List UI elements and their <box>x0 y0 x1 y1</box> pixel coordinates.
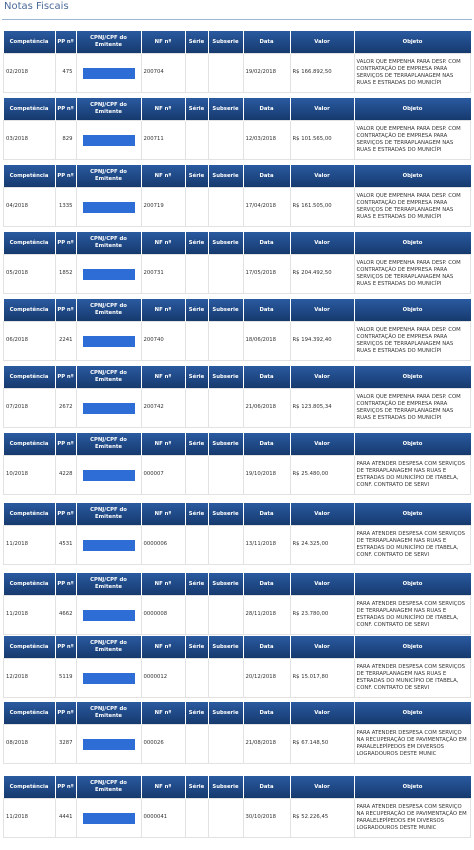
data-header: Data <box>243 366 290 389</box>
objeto-cell: VALOR QUE EMPENHA PARA DESP. COM CONTRATAÇÃO DE EMPRESA PARA SERVIÇOS DE TERRAPLANAGEM NAS RUAS E ESTRADAS DO MUNICÍPI <box>354 188 471 227</box>
data-header: Data <box>243 636 290 659</box>
data-cell: 17/05/2018 <box>243 255 290 294</box>
nota-fiscal-table <box>3 503 471 565</box>
cpf-header: CPNJ/CPF do Emitente <box>76 299 141 322</box>
cpf-cell <box>76 456 141 495</box>
serie-header: Série <box>185 702 208 725</box>
serie-cell <box>185 188 208 227</box>
valor-header: Valor <box>290 573 354 596</box>
redacted-cpf-block <box>83 739 135 750</box>
serie-header: Série <box>185 573 208 596</box>
cpf-header: CPNJ/CPF do Emitente <box>76 232 141 255</box>
pp-cell: 4531 <box>55 526 76 565</box>
competencia-cell: 11/2018 <box>4 799 56 838</box>
table-header-row <box>4 98 471 121</box>
nota-fiscal-table <box>3 433 471 495</box>
competencia-cell: 11/2018 <box>4 596 56 635</box>
table-row <box>4 389 471 428</box>
redacted-cpf-block <box>83 470 135 481</box>
nota-fiscal-table <box>3 702 471 764</box>
competencia-header: Competência <box>4 31 56 54</box>
valor-cell: R$ 123.805,34 <box>290 389 354 428</box>
pp-header: PP nº <box>55 573 76 596</box>
competencia-header: Competência <box>4 636 56 659</box>
nf-cell: 200711 <box>141 121 185 160</box>
redacted-cpf-block <box>83 68 135 79</box>
data-header: Data <box>243 98 290 121</box>
competencia-header: Competência <box>4 232 56 255</box>
subserie-header: Subserie <box>208 433 243 456</box>
valor-cell: R$ 67.148,50 <box>290 725 354 764</box>
nf-cell: 0000012 <box>141 659 185 698</box>
competencia-cell: 07/2018 <box>4 389 56 428</box>
valor-header: Valor <box>290 636 354 659</box>
valor-header: Valor <box>290 702 354 725</box>
nf-cell: 200731 <box>141 255 185 294</box>
objeto-cell: PARA ATENDER DESPESA COM SERVIÇO NA RECUPERAÇÃO DE PAVIMENTAÇÃO EM PARALELEPÍPEDOS EM DIVERSOS LOGRADOUROS DESTE MUNIC <box>354 799 471 838</box>
serie-header: Série <box>185 232 208 255</box>
objeto-cell: PARA ATENDER DESPESA COM SERVIÇO NA RECUPERAÇÃO DE PAVIMENTAÇÃO EM PARALELEPÍPEDOS EM DIVERSOS LOGRADOUROS DESTE MUNIC <box>354 725 471 764</box>
cpf-header: CPNJ/CPF do Emitente <box>76 702 141 725</box>
table-row <box>4 725 471 764</box>
subserie-header: Subserie <box>208 299 243 322</box>
subserie-header: Subserie <box>208 98 243 121</box>
cpf-cell <box>76 322 141 361</box>
subserie-header: Subserie <box>208 573 243 596</box>
subserie-cell <box>208 54 243 93</box>
cpf-header: CPNJ/CPF do Emitente <box>76 98 141 121</box>
redacted-cpf-block <box>83 403 135 414</box>
serie-cell <box>185 54 208 93</box>
cpf-header: CPNJ/CPF do Emitente <box>76 433 141 456</box>
valor-header: Valor <box>290 165 354 188</box>
subserie-header: Subserie <box>208 232 243 255</box>
cpf-cell <box>76 54 141 93</box>
valor-header: Valor <box>290 433 354 456</box>
valor-header: Valor <box>290 299 354 322</box>
competencia-header: Competência <box>4 366 56 389</box>
competencia-header: Competência <box>4 433 56 456</box>
pp-cell: 3287 <box>55 725 76 764</box>
redacted-cpf-block <box>83 202 135 213</box>
competencia-header: Competência <box>4 299 56 322</box>
objeto-header: Objeto <box>354 299 471 322</box>
subserie-cell <box>208 526 243 565</box>
valor-cell: R$ 166.892,50 <box>290 54 354 93</box>
subserie-header: Subserie <box>208 503 243 526</box>
objeto-header: Objeto <box>354 31 471 54</box>
serie-cell <box>185 322 208 361</box>
pp-cell: 2241 <box>55 322 76 361</box>
subserie-cell <box>208 121 243 160</box>
nf-cell: 0000006 <box>141 526 185 565</box>
subserie-cell <box>208 596 243 635</box>
competencia-cell: 02/2018 <box>4 54 56 93</box>
serie-header: Série <box>185 165 208 188</box>
data-cell: 18/06/2018 <box>243 322 290 361</box>
serie-header: Série <box>185 366 208 389</box>
serie-cell <box>185 255 208 294</box>
pp-cell: 4228 <box>55 456 76 495</box>
nota-fiscal-table <box>3 31 471 93</box>
redacted-cpf-block <box>83 610 135 621</box>
serie-header: Série <box>185 636 208 659</box>
pp-cell: 4662 <box>55 596 76 635</box>
pp-header: PP nº <box>55 636 76 659</box>
objeto-cell: VALOR QUE EMPENHA PARA DESP. COM CONTRATAÇÃO DE EMPRESA PARA SERVIÇOS DE TERRAPLANAGEM NAS RUAS E ESTRADAS DO MUNICÍPI <box>354 322 471 361</box>
data-cell: 19/02/2018 <box>243 54 290 93</box>
cpf-header: CPNJ/CPF do Emitente <box>76 503 141 526</box>
nf-cell: 200742 <box>141 389 185 428</box>
cpf-cell <box>76 255 141 294</box>
objeto-cell: VALOR QUE EMPENHA PARA DESP. COM CONTRATAÇÃO DE EMPRESA PARA SERVIÇOS DE TERRAPLANAGEM NAS RUAS E ESTRADAS DO MUNICÍPI <box>354 121 471 160</box>
data-header: Data <box>243 31 290 54</box>
redacted-cpf-block <box>83 673 135 684</box>
subserie-cell <box>208 456 243 495</box>
pp-cell: 475 <box>55 54 76 93</box>
subserie-cell <box>208 188 243 227</box>
valor-cell: R$ 15.017,80 <box>290 659 354 698</box>
pp-header: PP nº <box>55 776 76 799</box>
objeto-header: Objeto <box>354 433 471 456</box>
serie-header: Série <box>185 776 208 799</box>
nf-cell: 0000041 <box>141 799 185 838</box>
pp-header: PP nº <box>55 98 76 121</box>
nf-cell: 000007 <box>141 456 185 495</box>
cpf-header: CPNJ/CPF do Emitente <box>76 31 141 54</box>
nf-header: NF nº <box>141 776 185 799</box>
nf-cell: 0000008 <box>141 596 185 635</box>
table-row <box>4 54 471 93</box>
competencia-cell: 03/2018 <box>4 121 56 160</box>
nf-header: NF nº <box>141 232 185 255</box>
valor-cell: R$ 194.392,40 <box>290 322 354 361</box>
competencia-cell: 10/2018 <box>4 456 56 495</box>
table-header-row <box>4 433 471 456</box>
nota-fiscal-table <box>3 636 471 698</box>
table-row <box>4 526 471 565</box>
objeto-header: Objeto <box>354 702 471 725</box>
serie-cell <box>185 456 208 495</box>
subserie-cell <box>208 255 243 294</box>
subserie-header: Subserie <box>208 165 243 188</box>
serie-header: Série <box>185 433 208 456</box>
pp-cell: 1335 <box>55 188 76 227</box>
nota-fiscal-table <box>3 232 471 294</box>
nota-fiscal-table <box>3 776 471 838</box>
data-header: Data <box>243 573 290 596</box>
valor-cell: R$ 101.565,00 <box>290 121 354 160</box>
subserie-header: Subserie <box>208 366 243 389</box>
valor-cell: R$ 23.780,00 <box>290 596 354 635</box>
nf-header: NF nº <box>141 98 185 121</box>
table-header-row <box>4 503 471 526</box>
cpf-cell <box>76 389 141 428</box>
nf-header: NF nº <box>141 299 185 322</box>
nota-fiscal-table <box>3 98 471 160</box>
subserie-header: Subserie <box>208 702 243 725</box>
data-cell: 19/10/2018 <box>243 456 290 495</box>
nota-fiscal-table <box>3 366 471 428</box>
redacted-cpf-block <box>83 135 135 146</box>
objeto-cell: VALOR QUE EMPENHA PARA DESP. COM CONTRATAÇÃO DE EMPRESA PARA SERVIÇOS DE TERRAPLANAGEM NAS RUAS E ESTRADAS DO MUNICÍPI <box>354 54 471 93</box>
objeto-header: Objeto <box>354 98 471 121</box>
cpf-cell <box>76 725 141 764</box>
competencia-cell: 12/2018 <box>4 659 56 698</box>
objeto-header: Objeto <box>354 503 471 526</box>
serie-header: Série <box>185 31 208 54</box>
objeto-cell: PARA ATENDER DESPESA COM SERVIÇOS DE TERRAPLANAGEM NAS RUAS E ESTRADAS DO MUNICÍPIO DE ITABELA, CONF. CONTRATO DE SERVI <box>354 596 471 635</box>
redacted-cpf-block <box>83 540 135 551</box>
competencia-header: Competência <box>4 573 56 596</box>
pp-cell: 5119 <box>55 659 76 698</box>
pp-header: PP nº <box>55 702 76 725</box>
pp-header: PP nº <box>55 232 76 255</box>
nf-cell: 200704 <box>141 54 185 93</box>
serie-cell <box>185 799 208 838</box>
table-row <box>4 188 471 227</box>
serie-cell <box>185 725 208 764</box>
nf-header: NF nº <box>141 702 185 725</box>
data-header: Data <box>243 165 290 188</box>
table-header-row <box>4 573 471 596</box>
table-header-row <box>4 165 471 188</box>
subserie-header: Subserie <box>208 636 243 659</box>
serie-cell <box>185 389 208 428</box>
nota-fiscal-table <box>3 299 471 361</box>
objeto-cell: PARA ATENDER DESPESA COM SERVIÇOS DE TERRAPLANAGEM NAS RUAS E ESTRADAS DO MUNICÍPIO DE ITABELA, CONF. CONTRATO DE SERVI <box>354 456 471 495</box>
page-title: Notas Fiscais <box>4 1 69 12</box>
serie-cell <box>185 526 208 565</box>
redacted-cpf-block <box>83 269 135 280</box>
objeto-header: Objeto <box>354 776 471 799</box>
table-header-row <box>4 366 471 389</box>
table-header-row <box>4 776 471 799</box>
valor-header: Valor <box>290 31 354 54</box>
nf-header: NF nº <box>141 636 185 659</box>
data-cell: 13/11/2018 <box>243 526 290 565</box>
objeto-cell: VALOR QUE EMPENHA PARA DESP. COM CONTRATAÇÃO DE EMPRESA PARA SERVIÇOS DE TERRAPLANAGEM NAS RUAS E ESTRADAS DO MUNICÍPI <box>354 389 471 428</box>
nf-header: NF nº <box>141 573 185 596</box>
data-cell: 28/11/2018 <box>243 596 290 635</box>
data-cell: 21/06/2018 <box>243 389 290 428</box>
pp-header: PP nº <box>55 366 76 389</box>
cpf-cell <box>76 526 141 565</box>
valor-header: Valor <box>290 98 354 121</box>
data-cell: 30/10/2018 <box>243 799 290 838</box>
competencia-cell: 05/2018 <box>4 255 56 294</box>
subserie-cell <box>208 659 243 698</box>
cpf-cell <box>76 659 141 698</box>
data-cell: 20/12/2018 <box>243 659 290 698</box>
table-header-row <box>4 299 471 322</box>
valor-header: Valor <box>290 776 354 799</box>
nota-fiscal-table <box>3 573 471 635</box>
competencia-header: Competência <box>4 776 56 799</box>
competencia-header: Competência <box>4 165 56 188</box>
competencia-cell: 08/2018 <box>4 725 56 764</box>
competencia-cell: 06/2018 <box>4 322 56 361</box>
cpf-cell <box>76 596 141 635</box>
pp-cell: 4441 <box>55 799 76 838</box>
valor-header: Valor <box>290 503 354 526</box>
table-row <box>4 799 471 838</box>
objeto-header: Objeto <box>354 232 471 255</box>
valor-header: Valor <box>290 366 354 389</box>
nf-header: NF nº <box>141 503 185 526</box>
serie-header: Série <box>185 98 208 121</box>
pp-header: PP nº <box>55 299 76 322</box>
table-row <box>4 121 471 160</box>
valor-cell: R$ 24.325,00 <box>290 526 354 565</box>
objeto-header: Objeto <box>354 165 471 188</box>
valor-cell: R$ 204.492,50 <box>290 255 354 294</box>
pp-header: PP nº <box>55 31 76 54</box>
pp-cell: 829 <box>55 121 76 160</box>
data-header: Data <box>243 776 290 799</box>
data-header: Data <box>243 299 290 322</box>
valor-header: Valor <box>290 232 354 255</box>
redacted-cpf-block <box>83 813 135 824</box>
competencia-cell: 11/2018 <box>4 526 56 565</box>
table-row <box>4 456 471 495</box>
pp-header: PP nº <box>55 165 76 188</box>
pp-header: PP nº <box>55 503 76 526</box>
serie-cell <box>185 121 208 160</box>
objeto-cell: VALOR QUE EMPENHA PARA DESP. COM CONTRATAÇÃO DE EMPRESA PARA SERVIÇOS DE TERRAPLANAGEM NAS RUAS E ESTRADAS DO MUNICÍPI <box>354 255 471 294</box>
nf-header: NF nº <box>141 31 185 54</box>
table-header-row <box>4 232 471 255</box>
objeto-header: Objeto <box>354 636 471 659</box>
valor-cell: R$ 161.505,00 <box>290 188 354 227</box>
subserie-cell <box>208 799 243 838</box>
objeto-header: Objeto <box>354 366 471 389</box>
table-row <box>4 596 471 635</box>
nf-cell: 200719 <box>141 188 185 227</box>
cpf-cell <box>76 188 141 227</box>
objeto-cell: PARA ATENDER DESPESA COM SERVIÇOS DE TERRAPLANAGEM NAS RUAS E ESTRADAS DO MUNICÍPIO DE ITABELA, CONF. CONTRATO DE SERVI <box>354 526 471 565</box>
title-divider <box>2 19 472 20</box>
data-header: Data <box>243 702 290 725</box>
data-header: Data <box>243 232 290 255</box>
pp-cell: 2672 <box>55 389 76 428</box>
table-row <box>4 255 471 294</box>
serie-header: Série <box>185 503 208 526</box>
cpf-cell <box>76 799 141 838</box>
table-header-row <box>4 636 471 659</box>
pp-cell: 1852 <box>55 255 76 294</box>
subserie-header: Subserie <box>208 776 243 799</box>
nf-cell: 200740 <box>141 322 185 361</box>
objeto-header: Objeto <box>354 573 471 596</box>
competencia-cell: 04/2018 <box>4 188 56 227</box>
subserie-header: Subserie <box>208 31 243 54</box>
cpf-cell <box>76 121 141 160</box>
redacted-cpf-block <box>83 336 135 347</box>
data-header: Data <box>243 503 290 526</box>
competencia-header: Competência <box>4 702 56 725</box>
table-header-row <box>4 702 471 725</box>
serie-cell <box>185 596 208 635</box>
cpf-header: CPNJ/CPF do Emitente <box>76 636 141 659</box>
competencia-header: Competência <box>4 98 56 121</box>
subserie-cell <box>208 389 243 428</box>
competencia-header: Competência <box>4 503 56 526</box>
nf-cell: 000026 <box>141 725 185 764</box>
cpf-header: CPNJ/CPF do Emitente <box>76 573 141 596</box>
nf-header: NF nº <box>141 433 185 456</box>
table-row <box>4 659 471 698</box>
data-cell: 12/03/2018 <box>243 121 290 160</box>
serie-cell <box>185 659 208 698</box>
pp-header: PP nº <box>55 433 76 456</box>
data-cell: 21/08/2018 <box>243 725 290 764</box>
nf-header: NF nº <box>141 165 185 188</box>
cpf-header: CPNJ/CPF do Emitente <box>76 366 141 389</box>
cpf-header: CPNJ/CPF do Emitente <box>76 165 141 188</box>
serie-header: Série <box>185 299 208 322</box>
subserie-cell <box>208 725 243 764</box>
nota-fiscal-table <box>3 165 471 227</box>
data-header: Data <box>243 433 290 456</box>
nf-header: NF nº <box>141 366 185 389</box>
cpf-header: CPNJ/CPF do Emitente <box>76 776 141 799</box>
valor-cell: R$ 25.480,00 <box>290 456 354 495</box>
objeto-cell: PARA ATENDER DESPESA COM SERVIÇOS DE TERRAPLANAGEM NAS RUAS E ESTRADAS DO MUNICÍPIO DE ITABELA, CONF. CONTRATO DE SERVI <box>354 659 471 698</box>
table-header-row <box>4 31 471 54</box>
table-row <box>4 322 471 361</box>
data-cell: 17/04/2018 <box>243 188 290 227</box>
valor-cell: R$ 52.226,45 <box>290 799 354 838</box>
subserie-cell <box>208 322 243 361</box>
